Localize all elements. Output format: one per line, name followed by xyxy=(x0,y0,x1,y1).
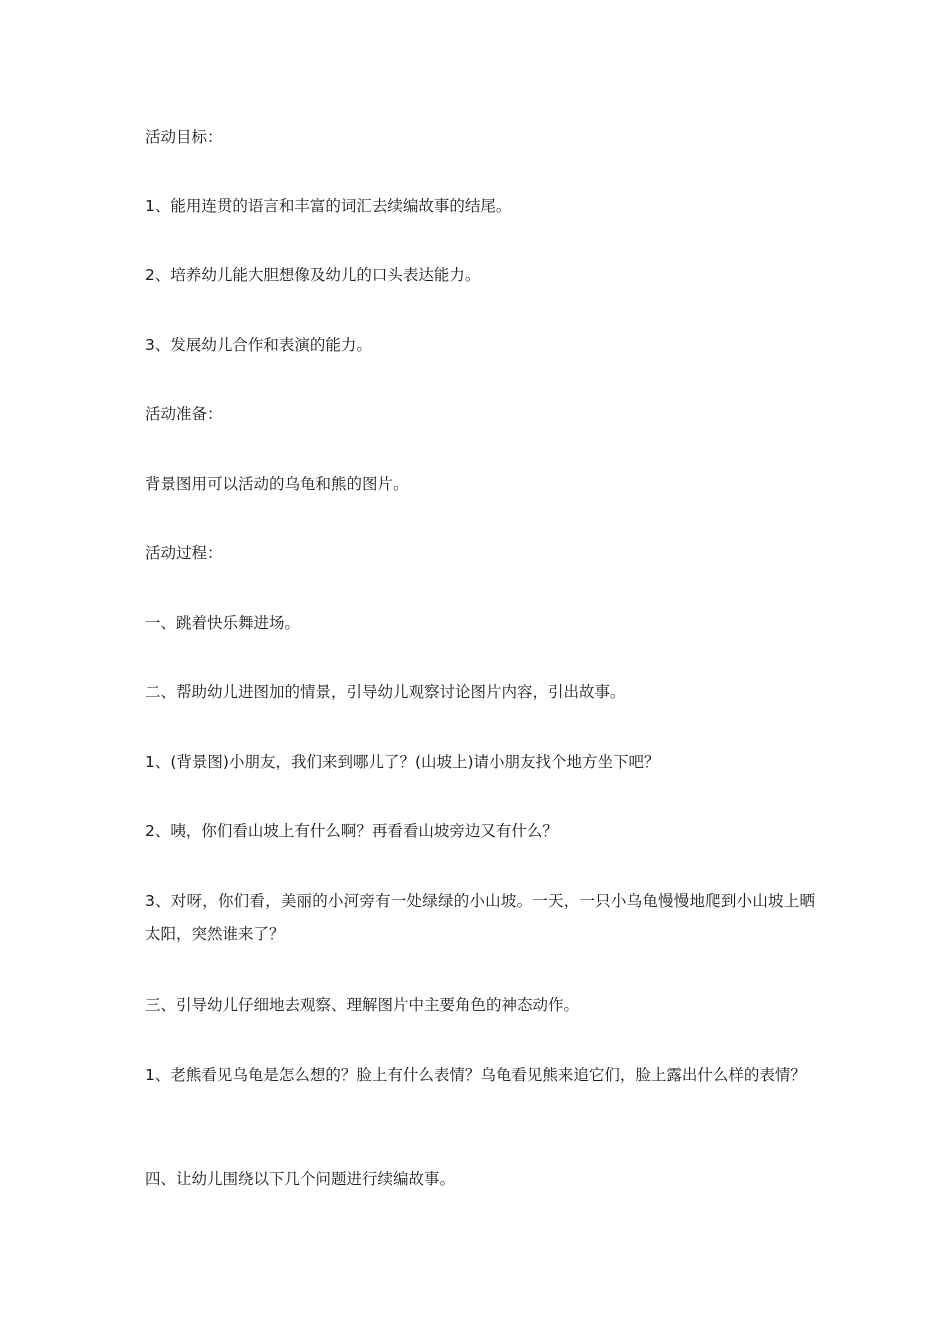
process-step-4: 四、让幼儿围绕以下几个问题进行续编故事。 xyxy=(145,1170,456,1188)
process-step-2-item-1: 1、(背景图)小朋友，我们来到哪儿了？(山坡上)请小朋友找个地方坐下吧？ xyxy=(145,753,660,771)
process-step-2: 二、帮助幼儿进图加的情景，引导幼儿观察讨论图片内容，引出故事。 xyxy=(145,683,626,701)
heading-activity-preparation: 活动准备： xyxy=(145,405,223,423)
goal-item-2: 2、培养幼儿能大胆想像及幼儿的口头表达能力。 xyxy=(145,266,481,284)
preparation-text: 背景图用可以活动的乌龟和熊的图片。 xyxy=(145,475,409,493)
process-step-1: 一、跳着快乐舞进场。 xyxy=(145,614,301,632)
heading-activity-process: 活动过程： xyxy=(145,544,223,562)
goal-item-1: 1、能用连贯的语言和丰富的词汇去续编故事的结尾。 xyxy=(145,197,512,215)
process-step-3-item-1: 1、老熊看见乌龟是怎么想的？脸上有什么表情？乌龟看见熊来追它们，脸上露出什么样的表情？ xyxy=(145,1066,806,1084)
process-step-2-item-2: 2、咦，你们看山坡上有什么啊？再看看山坡旁边又有什么？ xyxy=(145,822,558,840)
goal-item-3: 3、发展幼儿合作和表演的能力。 xyxy=(145,336,372,354)
process-step-3: 三、引导幼儿仔细地去观察、理解图片中主要角色的神态动作。 xyxy=(145,996,580,1014)
heading-activity-goals: 活动目标： xyxy=(145,128,223,146)
process-step-2-item-3: 3、对呀，你们看，美丽的小河旁有一处绿绿的小山坡。一天，一只小乌龟慢慢地爬到小山坡上晒太阳，突然谁来了？ xyxy=(145,892,815,943)
